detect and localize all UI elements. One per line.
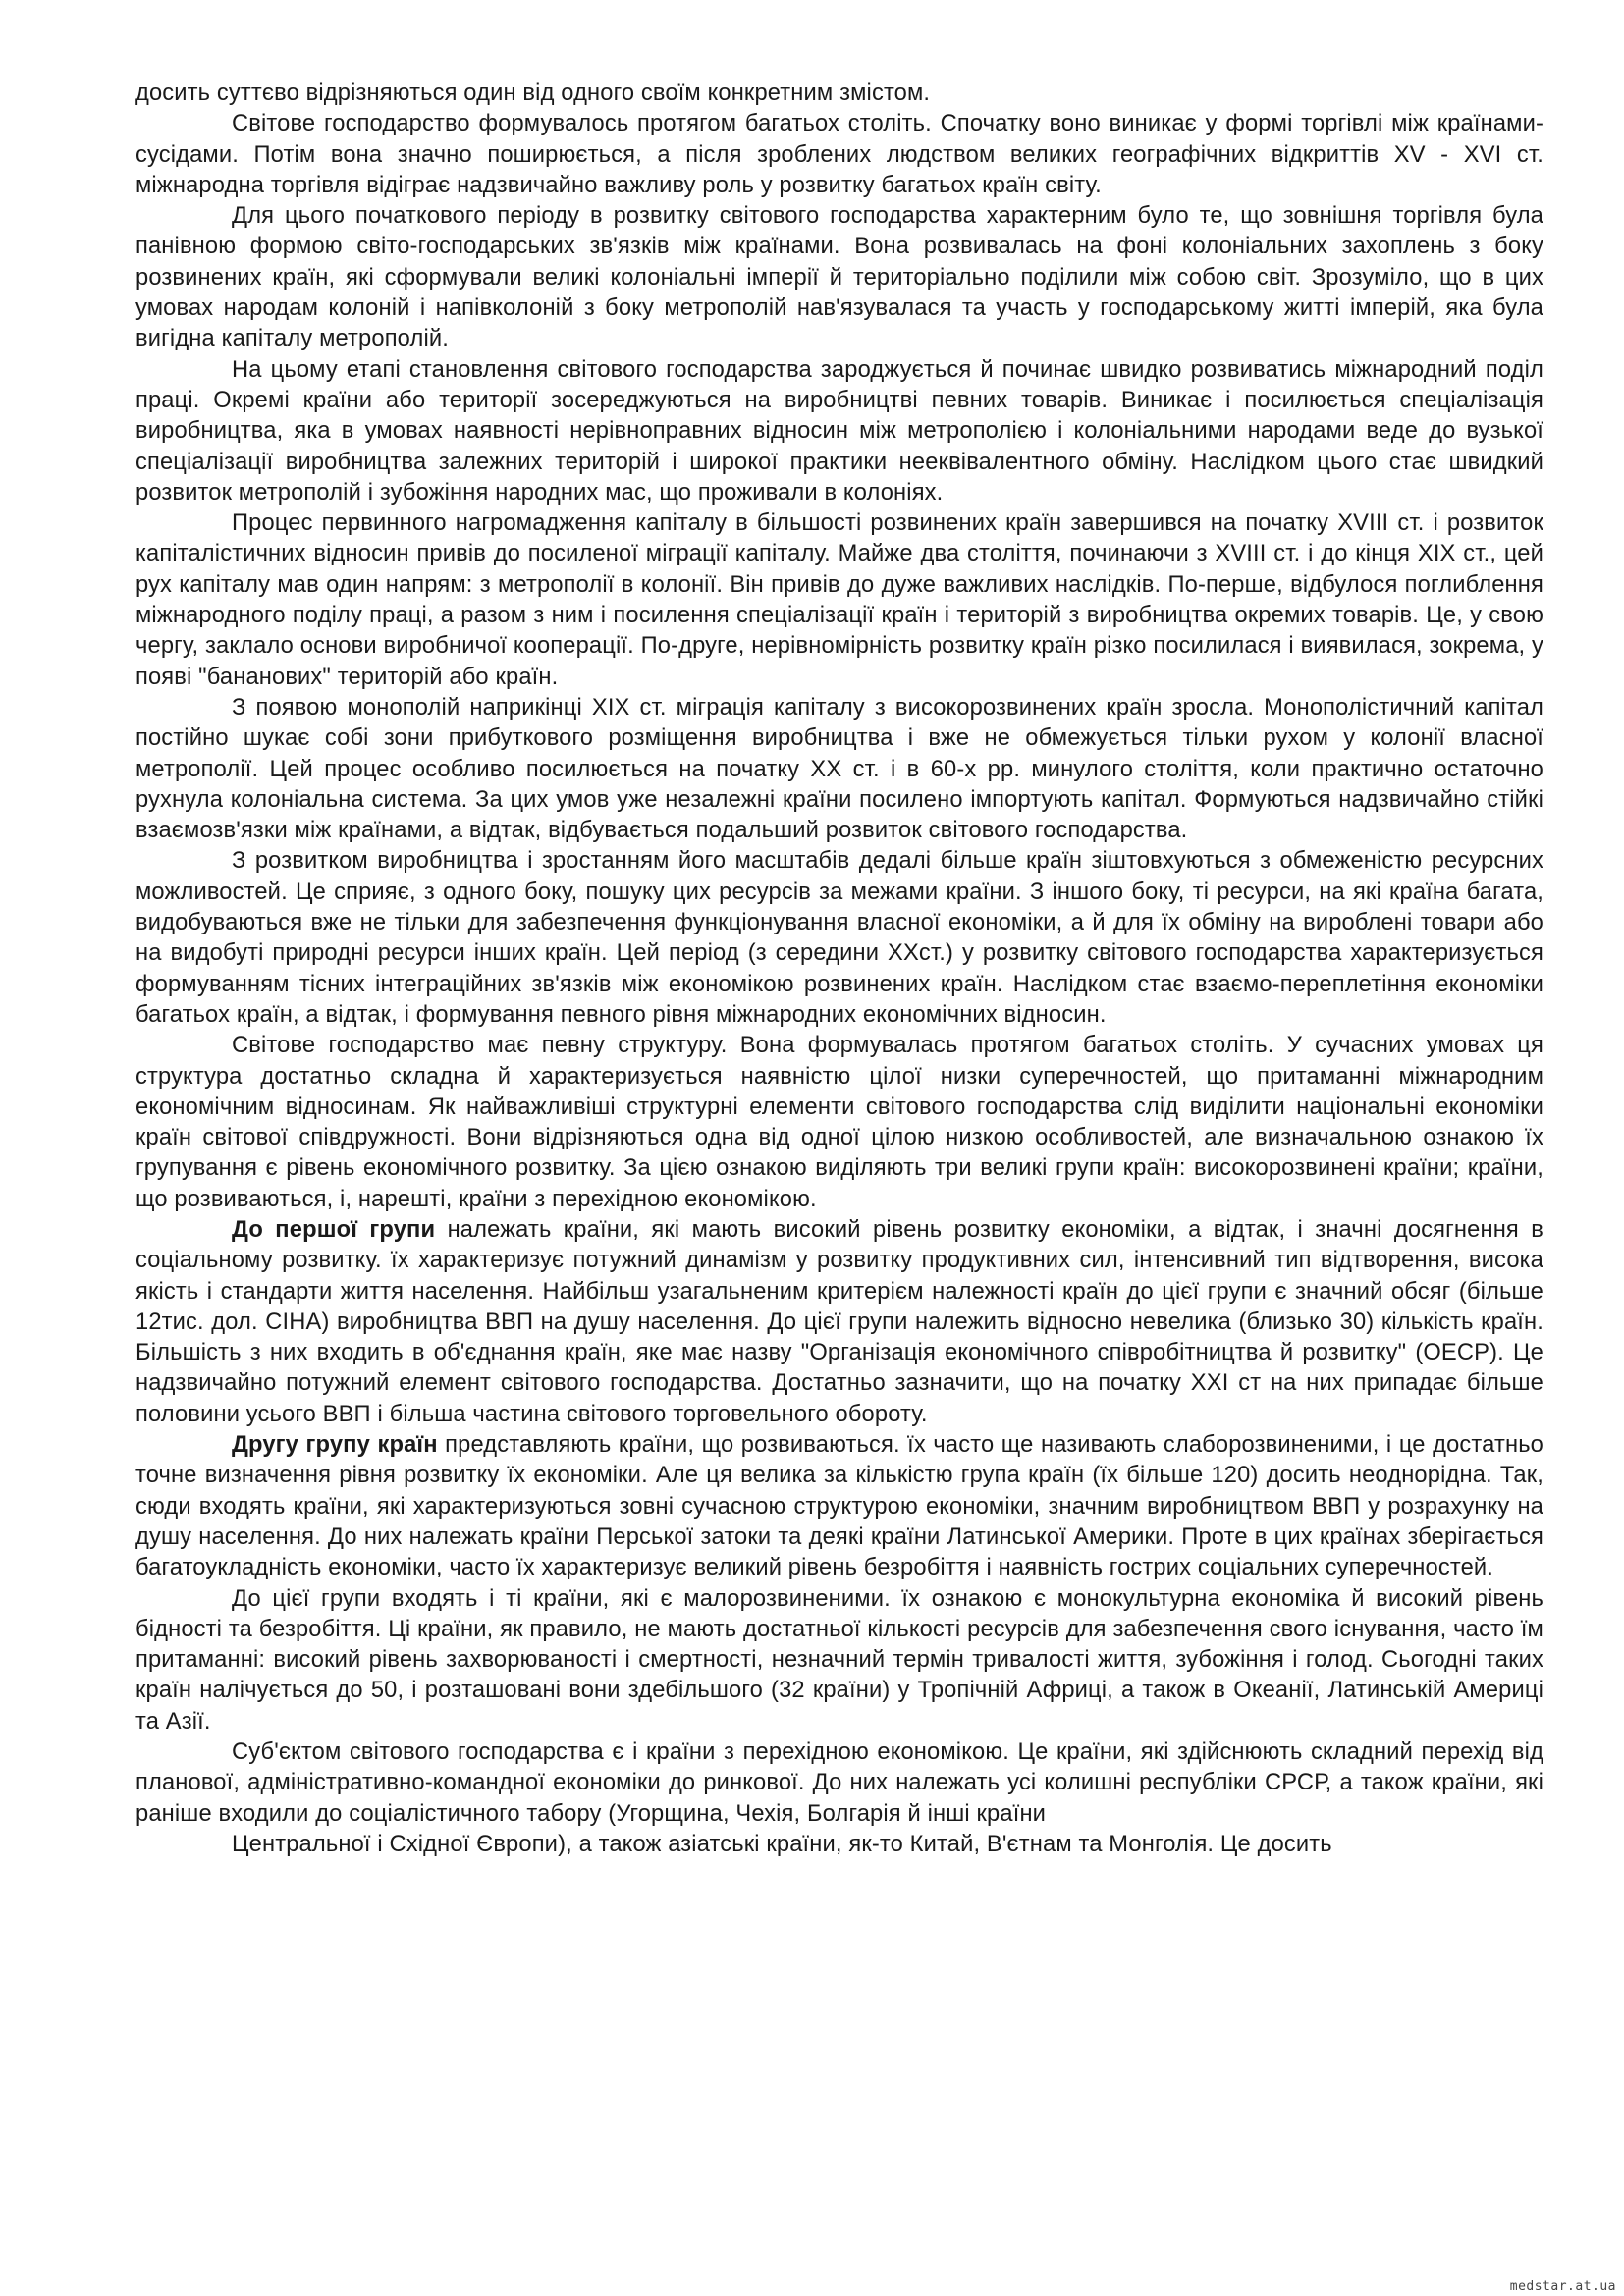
- paragraph-bold-lead: До першої групи: [232, 1216, 436, 1243]
- paragraph-10: [135, 1430, 1543, 1583]
- paragraph-6: [135, 693, 1543, 846]
- paragraph-text: досить суттєво відрізняються один від одного своїм конкретним змістом.: [135, 80, 931, 106]
- paragraph-13: [135, 1830, 1543, 1860]
- paragraph-text: Процес первинного нагромадження капіталу в більшості розвинених країн завершився на початку XVIII ст. і розвиток капіталістичних відносин привів до посиленої міграції капіталу. Майже два століття, починаючи з XVIII ст. і до кінця XIX ст., цей рух капіталу мав один напрям: з метрополії в колонії. Він привів до дуже важливих наслідків. По-перше, відбулося поглиблення міжнародного поділу праці, а разом з ним і посилення спеціалізації країн і територій з виробництва окремих товарів. Це, у свою чергу, заклало основи виробничої кооперації. По-друге, нерівномірність розвитку країн різко посилилася і виявилася, зокрема, у появі "бананових" територій або країн.: [135, 510, 1543, 690]
- paragraph-text: До цієї групи входять і ті країни, які є малорозвиненими. їх ознакою є монокультурна економіка й високий рівень бідності та безробіття. Ці країни, як правило, не мають достатньої кількості ресурсів для забезпечення свого існування, часто їм притаманні: високий рівень захворюваності і смертності, незначний термін тривалості життя, зубожіння і голод. Сьогодні таких країн налічується до 50, і розташовані вони здебільшого (32 країни) у Тропічній Африці, а також в Океанії, Латинській Америці та Азії.: [135, 1585, 1543, 1735]
- paragraph-text: Суб'єктом світового господарства є і країни з перехідною економікою. Це країни, які здійснюють складний перехід від планової, адміністративно-командної економіки до ринкової. До них належать усі колишні республіки СРСР, а також країни, які раніше входили до соціалістичного табору (Угорщина, Чехія, Болгарія й інші країни: [135, 1739, 1543, 1827]
- paragraph-3: [135, 201, 1543, 354]
- paragraph-5: [135, 508, 1543, 693]
- paragraph-text: З появою монополій наприкінці XIX ст. міграція капіталу з високорозвинених країн зросла. Монополістичний капітал постійно шукає собі зони прибуткового розміщення виробництва і вже не обмежується тільки рухом у колонії власної метрополії. Цей процес особливо посилюється на початку XX ст. і в 60-х рр. минулого століття, коли практично остаточно рухнула колоніальна система. За цих умов уже незалежні країни посилено імпортують капітал. Формуються надзвичайно стійкі взаємозв'язки між країнами, а відтак, відбувається подальший розвиток світового господарства.: [135, 694, 1543, 844]
- paragraph-text: належать країни, які мають високий рівень розвитку економіки, а відтак, і значні досягнення в соціальному розвитку. їх характеризує потужний динамізм у розвитку продуктивних сил, інтенсивний тип відтворення, висока якість і стандарти життя населення. Найбільш узагальненим критерієм належності країн до цієї групи є значний обсяг (більше 12тис. дол. СІНА) виробництва ВВП на душу населення. До цієї групи належить відносно невелика (близько 30) кількість країн. Більшість з них входить в об'єднання країн, яке має назву "Організація економічного співробітництва й розвитку" (ОЕСР). Це надзвичайно потужний елемент світового господарства. Достатньо зазначити, що на початку XXI ст на них припадає більше половини усього ВВП і більша частина світового торговельного обороту.: [135, 1216, 1543, 1427]
- paragraph-2: [135, 109, 1543, 201]
- paragraph-1: [135, 79, 1543, 109]
- paragraph-text: Світове господарство має певну структуру. Вона формувалась протягом багатьох століть. У сучасних умовах ця структура достатньо складна й характеризується наявністю цілої низки суперечностей, що притаманні міжнародним економічним відносинам. Як найважливіші структурні елементи світового господарства слід виділити національні економіки країн світової співдружності. Вони відрізняються одна від одної цілою низкою особливостей, але визначальною ознакою їх групування є рівень економічного розвитку. За цією ознакою виділяють три великі групи країн: високорозвинені країни; країни, що розвиваються, і, нарешті, країни з перехідною економікою.: [135, 1033, 1543, 1212]
- paragraph-11: [135, 1584, 1543, 1737]
- paragraph-bold-lead: Другу групу країн: [232, 1432, 438, 1459]
- paragraph-12: [135, 1737, 1543, 1830]
- paragraph-text: Центральної і Східної Європи), а також азіатські країни, як-то Китай, В'єтнам та Монголія. Це досить: [232, 1831, 1332, 1857]
- site-watermark: medstar.at.ua: [1509, 2279, 1616, 2294]
- paragraph-text: представляють країни, що розвиваються. їх часто ще називають слаборозвиненими, і це достатньо точне визначення рівня розвитку їх економіки. Але ця велика за кількістю група країн (їх більше 120) досить неоднорідна. Так, сюди входять країни, які характеризуються зовні сучасною структурою економіки, значним виробництвом ВВП у розрахунку на душу населення. До них належать країни Перської затоки та деякі країни Латинської Америки. Проте в цих країнах зберігається багатоукладність економіки, часто їх характеризує великий рівень безробіття і наявність гострих соціальних суперечностей.: [135, 1432, 1544, 1581]
- paragraph-text: На цьому етапі становлення світового господарства зароджується й починає швидко розвиватись міжнародний поділ праці. Окремі країни або території зосереджуються на виробництві певних товарів. Виникає і посилюється спеціалізація виробництва, яка в умовах наявності нерівноправних відносин між метрополією і колоніальними народами веде до вузької спеціалізації виробництва залежних територій і широкої практики нееквівалентного обміну. Наслідком цього стає швидкий розвиток метрополій і зубожіння народних мас, що проживали в колоніях.: [135, 356, 1543, 506]
- paragraph-9: [135, 1215, 1543, 1430]
- paragraph-text: З розвитком виробництва і зростанням його масштабів дедалі більше країн зіштовхуються з обмеженістю ресурсних можливостей. Це сприяє, з одного боку, пошуку цих ресурсів за межами країни. З іншого боку, ті ресурси, на які країна багата, видобуваються вже не тільки для забезпечення функціонування власної економіки, а й для їх обміну на вироблені товари або на видобуті природні ресурси інших країн. Цей період (з середини ХХст.) у розвитку світового господарства характеризується формуванням тісних інтеграційних зв'язків між економікою розвинених країн. Наслідком стає взаємо-переплетіння економіки багатьох країн, а відтак, і формування певного рівня міжнародних економічних відносин.: [135, 848, 1543, 1028]
- paragraph-4: [135, 355, 1543, 508]
- paragraph-7: [135, 846, 1543, 1031]
- paragraph-text: Для цього початкового періоду в розвитку світового господарства характерним було те, що зовнішня торгівля була панівною формою світо-господарських зв'язків між країнами. Вона розвивалась на фоні колоніальних захоплень з боку розвинених країн, які сформували великі колоніальні імперії й територіально поділили між собою світ. Зрозуміло, що в цих умовах народам колоній і напівколоній з боку метрополій нав'язувалася та участь у господарському житті імперій, яка була вигідна капіталу метрополій.: [135, 203, 1543, 352]
- paragraph-8: [135, 1031, 1543, 1215]
- paragraph-text: Світове господарство формувалось протягом багатьох століть. Спочатку воно виникає у формі торгівлі між країнами-сусідами. Потім вона значно поширюється, а після зроблених людством великих географічних відкриттів XV - XVI ст. міжнародна торгівля відіграє надзвичайно важливу роль у розвитку багатьох країн світу.: [135, 111, 1543, 198]
- document-page: [135, 79, 1543, 1860]
